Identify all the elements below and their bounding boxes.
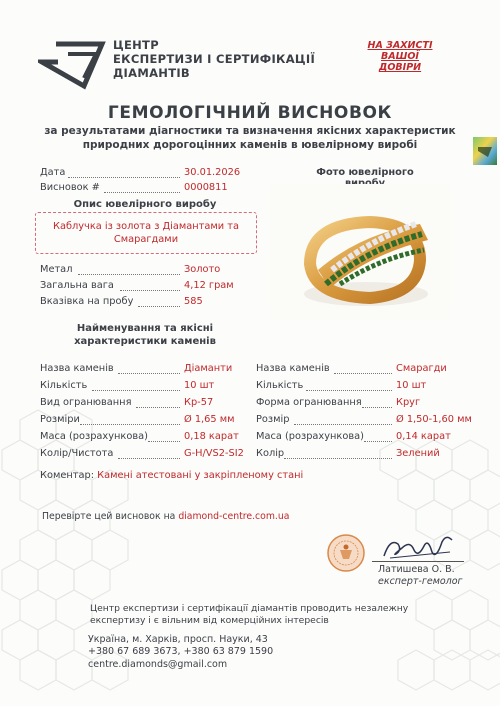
org-name-line2: ЕКСПЕРТИЗИ І СЕРТИФІКАЦІЇ bbox=[113, 52, 316, 66]
stone-right-dots bbox=[294, 415, 392, 425]
subtitle-line1: за результатами діагностики та визначення якісних характеристик bbox=[44, 125, 456, 137]
stone-left-value: Кр-57 bbox=[184, 397, 214, 408]
stone-left-dots bbox=[148, 432, 180, 442]
footer-line2: експертизу і є вільним від комерційних інтересів bbox=[90, 615, 329, 626]
document-subtitle bbox=[0, 125, 500, 152]
stone-left-value: 0,18 карат bbox=[184, 431, 239, 442]
stone-right-value: Круг bbox=[396, 397, 421, 408]
comment-value: Камені атестовані у закріпленому стані bbox=[97, 470, 304, 481]
slogan-stamp bbox=[361, 40, 439, 73]
footer-line1: Центр експертизи і сертифікації діамантів проводить незалежну bbox=[90, 603, 409, 614]
stone-right-dots bbox=[364, 432, 392, 442]
stone-left-value: Діаманти bbox=[184, 363, 233, 374]
stone-right-value: Зелений bbox=[396, 448, 440, 459]
stamp-line2: ВАШОЇ bbox=[381, 51, 419, 62]
stone-left-label: Маса (розрахункова) bbox=[40, 431, 148, 442]
stone-left-value: G-H/VS2-SI2 bbox=[184, 448, 244, 459]
diamond-logo-icon bbox=[38, 40, 106, 90]
stone-left-label: Розміри bbox=[40, 414, 80, 425]
metal-dots bbox=[78, 265, 180, 275]
stones-header bbox=[40, 322, 250, 348]
stone-left-label: Колір/Чистота bbox=[40, 448, 114, 459]
verify-line bbox=[42, 511, 289, 522]
stone-right-value: 0,14 карат bbox=[396, 431, 451, 442]
ring-image bbox=[270, 184, 450, 320]
metal-label: Метал bbox=[40, 264, 73, 275]
comment-label: Коментар: bbox=[40, 470, 95, 481]
hologram-sticker-icon bbox=[473, 137, 497, 165]
stone-left-dots bbox=[80, 415, 180, 425]
stone-left-label: Вид огранювання bbox=[40, 397, 132, 408]
date-dots bbox=[68, 168, 180, 178]
subtitle-line2: природних дорогоцінних каменів в ювелірному виробі bbox=[82, 138, 418, 151]
stone-left-dots bbox=[136, 398, 180, 408]
hallmark-label: Вказівка на пробу bbox=[40, 296, 134, 307]
stones-header-line1: Найменування та якісні bbox=[76, 323, 214, 334]
stone-left-label: Назва каменів bbox=[40, 363, 114, 374]
metal-value: Золото bbox=[184, 264, 221, 275]
stone-right-label: Розмір bbox=[256, 414, 290, 425]
weight-value: 4,12 грам bbox=[184, 280, 234, 291]
number-label: Висновок # bbox=[40, 182, 100, 193]
org-name-line1: ЦЕНТР bbox=[113, 38, 159, 52]
verify-text: Перевірте цей висновок на bbox=[42, 511, 176, 522]
stone-right-value: Ø 1,50-1,60 мм bbox=[396, 414, 472, 425]
description-line2: Смарагдами bbox=[113, 234, 179, 245]
signer-role: експерт-гемолог bbox=[378, 576, 463, 587]
signer-name: Латишева О. В. bbox=[378, 564, 455, 575]
stamp-line3: ДОВІРИ bbox=[378, 62, 422, 73]
stone-left-dots bbox=[118, 449, 180, 459]
date-value: 30.01.2026 bbox=[184, 167, 241, 178]
description-header: Опис ювелірного виробу bbox=[73, 199, 217, 210]
stone-right-label: Назва каменів bbox=[256, 363, 330, 374]
signature-line bbox=[372, 561, 464, 562]
hallmark-value: 585 bbox=[184, 296, 203, 307]
description-box bbox=[35, 212, 257, 254]
weight-label: Загальна вага bbox=[40, 280, 114, 291]
verify-site-link[interactable]: diamond-centre.com.ua bbox=[178, 511, 290, 522]
stone-left-dots bbox=[118, 364, 180, 374]
number-dots bbox=[104, 183, 180, 193]
weight-dots bbox=[120, 281, 180, 291]
description-line1: Каблучка із золота з Діамантами та bbox=[52, 221, 239, 232]
stamp-line1: НА ЗАХИСТІ bbox=[367, 40, 433, 51]
stone-left-value: 10 шт bbox=[184, 380, 215, 391]
comment-line bbox=[40, 470, 303, 481]
footer-contacts bbox=[88, 634, 273, 671]
stone-right-dots bbox=[334, 364, 392, 374]
stone-left-label: Кількість bbox=[40, 380, 88, 391]
stone-right-value: Смарагди bbox=[396, 363, 447, 374]
stone-right-label: Маса (розрахункова) bbox=[256, 431, 364, 442]
organization-name bbox=[113, 38, 315, 80]
footer-disclaimer bbox=[90, 603, 408, 627]
photo-label: Фото ювелірного bbox=[316, 167, 414, 178]
jewelry-photo bbox=[270, 184, 450, 320]
document-title: ГЕМОЛОГІЧНИЙ ВИСНОВОК bbox=[107, 103, 393, 123]
footer-phones: +380 67 689 3673, +380 63 879 1590 bbox=[88, 646, 274, 658]
stone-left-dots bbox=[92, 381, 180, 391]
stone-right-dots bbox=[362, 398, 392, 408]
stone-right-value: 10 шт bbox=[396, 380, 427, 391]
signature-icon bbox=[380, 530, 460, 564]
number-value: 0000811 bbox=[184, 182, 228, 193]
seal-stamp-icon bbox=[326, 533, 366, 573]
stone-right-label: Форма огранювання bbox=[256, 397, 362, 408]
stones-header-line2: характеристики каменів bbox=[74, 336, 216, 347]
stone-right-dots bbox=[284, 449, 392, 459]
date-label: Дата bbox=[40, 167, 66, 178]
stone-left-value: Ø 1,65 мм bbox=[184, 414, 235, 425]
stone-right-dots bbox=[306, 381, 392, 391]
stone-right-label: Колір bbox=[256, 448, 285, 459]
footer-address: Україна, м. Харків, просп. Науки, 43 bbox=[88, 634, 268, 645]
org-name-line3: ДІАМАНТІВ bbox=[113, 66, 190, 80]
hallmark-dots bbox=[138, 297, 180, 307]
stone-right-label: Кількість bbox=[256, 380, 304, 391]
footer-email: centre.diamonds@gmail.com bbox=[88, 658, 228, 670]
